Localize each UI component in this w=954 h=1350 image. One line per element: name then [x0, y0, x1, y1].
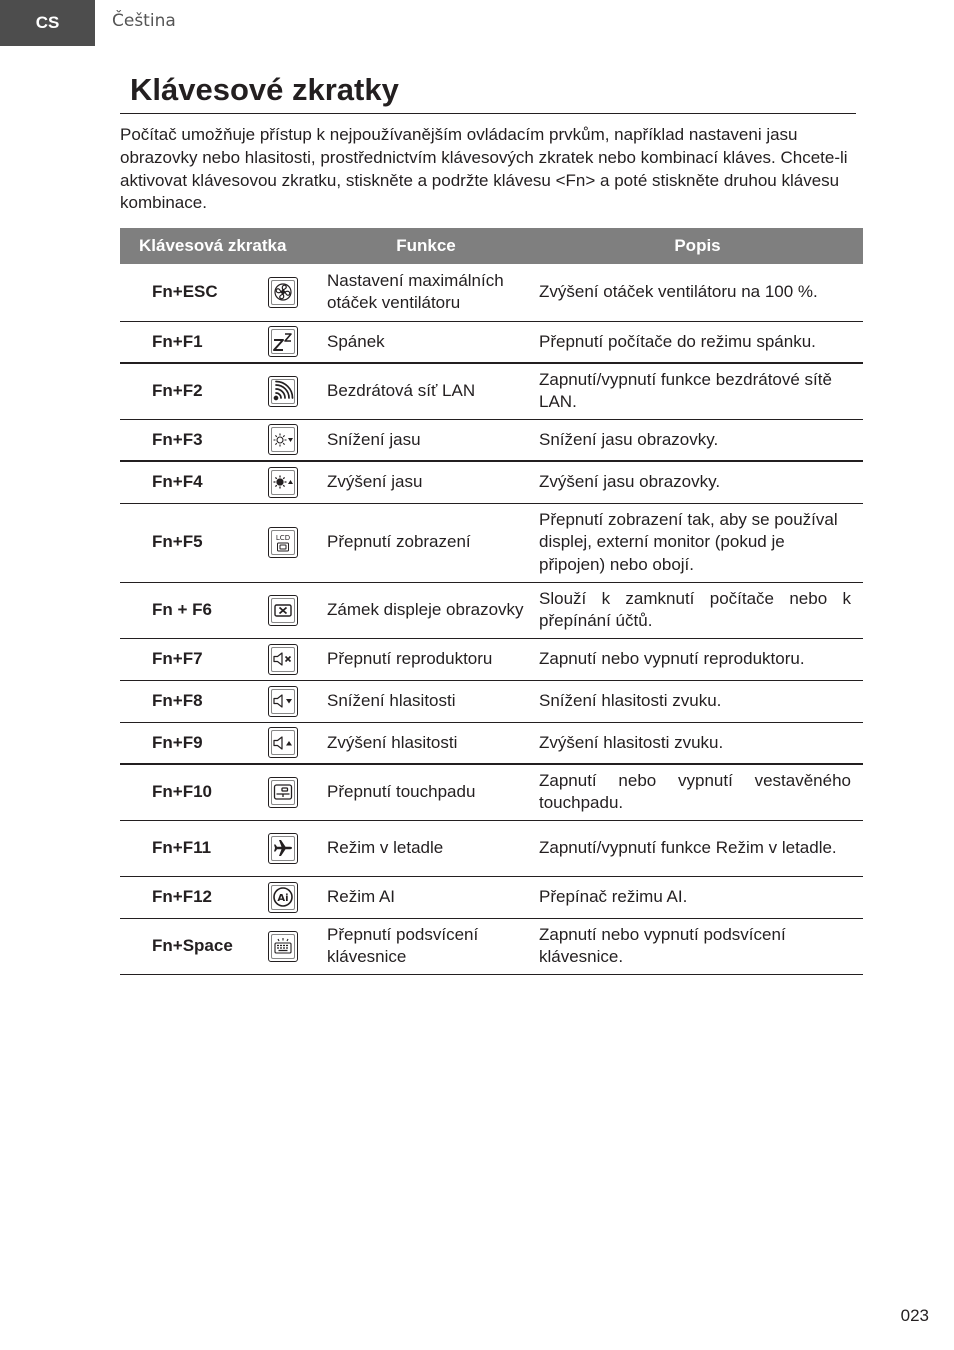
shortcut-key: Fn+ESC [120, 264, 263, 321]
function-text: Zámek displeje obrazovky [320, 582, 532, 638]
description-text: Snížení jasu obrazovky. [532, 419, 863, 461]
description-text: Přepnutí počítače do režimu spánku. [532, 321, 863, 363]
table-row [120, 419, 863, 461]
function-text: Režim v letadle [320, 820, 532, 876]
description-text: Zvýšení otáček ventilátoru na 100 %. [532, 264, 863, 321]
shortcut-key: Fn+F9 [120, 722, 263, 764]
keyboard-backlight-icon [268, 931, 298, 962]
page-number: 023 [900, 1306, 929, 1325]
table-row [120, 363, 863, 419]
function-text: Přepnutí touchpadu [320, 764, 532, 820]
shortcut-key: Fn+F7 [120, 638, 263, 680]
wireless-icon [268, 376, 298, 407]
description-text: Přepínač režimu AI. [532, 876, 863, 918]
description-text: Zapnutí nebo vypnutí vestavěného touchpadu. [532, 764, 863, 820]
function-text: Přepnutí zobrazení [320, 503, 532, 582]
shortcut-key: Fn+Space [120, 918, 263, 974]
description-text: Zapnutí nebo vypnutí reproduktoru. [532, 638, 863, 680]
shortcut-key: Fn+F1 [120, 321, 263, 363]
screen-lock-icon [268, 595, 298, 626]
function-text: Snížení hlasitosti [320, 680, 532, 722]
function-text: Snížení jasu [320, 419, 532, 461]
intro-paragraph: Počítač umožňuje přístup k nejpoužívanějším ovládacím prvkům, například nastaveni jasu obrazovky nebo hlasitosti, prostřednictvím klávesových zkratek nebo kombinací kláves. Chcete-li aktivovat klávesovou zkratku, stiskněte a podržte klávesu <Fn> a poté stiskněte druhou klávesu kombinace. [120, 125, 848, 213]
shortcut-key: Fn+F11 [120, 820, 263, 876]
function-text: Zvýšení hlasitosti [320, 722, 532, 764]
fan-icon [268, 277, 298, 308]
table-row [120, 582, 863, 638]
language-name: Čeština [112, 11, 176, 31]
table-row [120, 503, 863, 582]
volume-up-icon [268, 727, 298, 758]
description-text: Přepnutí zobrazení tak, aby se používal displej, externí monitor (pokud je připojen) nebo obojí. [532, 503, 863, 582]
table-row [120, 680, 863, 722]
table-row [120, 820, 863, 876]
description-text: Zapnutí nebo vypnutí podsvícení klávesnice. [532, 918, 863, 974]
touchpad-icon [268, 777, 298, 808]
shortcut-key: Fn+F2 [120, 363, 263, 419]
table-row [120, 264, 863, 321]
table-row [120, 876, 863, 918]
description-text: Zapnutí/vypnutí funkce bezdrátové sítě LAN. [532, 363, 863, 419]
svg-text:Ai: Ai [277, 893, 289, 904]
shortcut-key: Fn+F5 [120, 503, 263, 582]
display-switch-icon [268, 527, 298, 558]
table-row [120, 722, 863, 764]
title-underline [120, 113, 856, 114]
function-text: Nastavení maximálních otáček ventilátoru [320, 264, 532, 321]
sleep-icon [268, 326, 298, 357]
shortcut-key: Fn+F3 [120, 419, 263, 461]
function-text: Přepnutí reproduktoru [320, 638, 532, 680]
brightness-up-icon [268, 467, 298, 498]
table-row [120, 918, 863, 974]
function-text: Zvýšení jasu [320, 461, 532, 503]
table-row [120, 764, 863, 820]
function-text: Režim AI [320, 876, 532, 918]
header-description: Popis [532, 228, 863, 264]
function-text: Spánek [320, 321, 532, 363]
shortcut-key: Fn+F4 [120, 461, 263, 503]
language-badge: CS [0, 0, 95, 46]
shortcut-key: Fn+F10 [120, 764, 263, 820]
svg-text:LCD: LCD [275, 533, 291, 542]
shortcut-table [120, 228, 863, 975]
table-row [120, 461, 863, 503]
shortcut-key: Fn+F8 [120, 680, 263, 722]
description-text: Zvýšení jasu obrazovky. [532, 461, 863, 503]
speaker-mute-icon [268, 644, 298, 675]
airplane-icon [268, 833, 298, 864]
table-header-row [120, 228, 863, 264]
volume-down-icon [268, 686, 298, 717]
brightness-down-icon [268, 424, 298, 455]
function-text: Bezdrátová síť LAN [320, 363, 532, 419]
header-shortcut: Klávesová zkratka [120, 228, 320, 264]
description-text: Snížení hlasitosti zvuku. [532, 680, 863, 722]
description-text: Slouží k zamknutí počítače nebo k přepínání účtů. [532, 582, 863, 638]
function-text: Přepnutí podsvícení klávesnice [320, 918, 532, 974]
shortcut-key: Fn + F6 [120, 582, 263, 638]
header-function: Funkce [320, 228, 532, 264]
page-title: Klávesové zkratky [130, 72, 399, 107]
table-row [120, 321, 863, 363]
shortcut-key: Fn+F12 [120, 876, 263, 918]
table-row [120, 638, 863, 680]
description-text: Zapnutí/vypnutí funkce Režim v letadle. [532, 820, 863, 876]
description-text: Zvýšení hlasitosti zvuku. [532, 722, 863, 764]
ai-mode-icon [268, 882, 298, 913]
